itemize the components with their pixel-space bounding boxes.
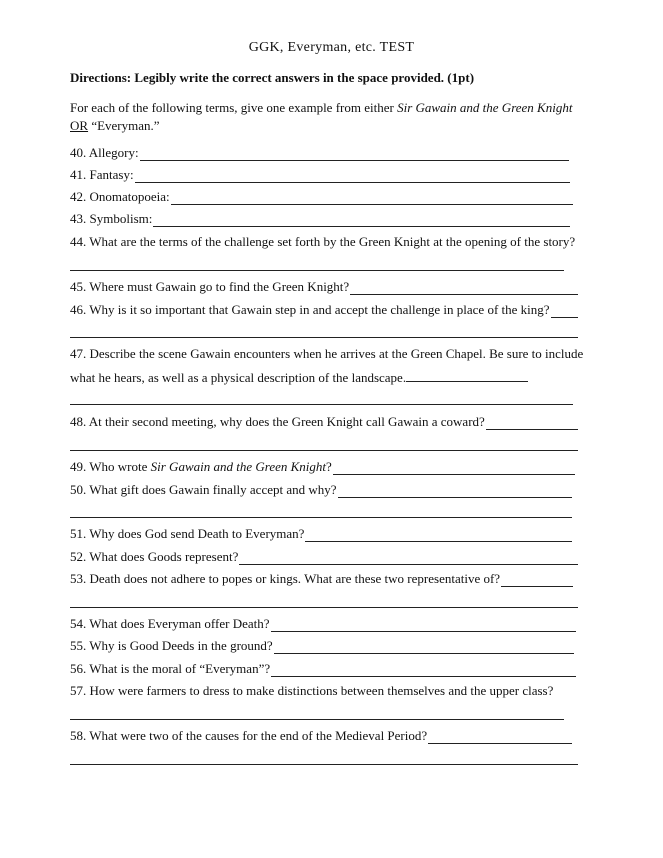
question-54-label: 54. What does Everyman offer Death?: [70, 616, 270, 631]
answer-line-50b[interactable]: [70, 517, 572, 518]
answer-line-43[interactable]: [153, 214, 570, 227]
question-49-title-italic: Sir Gawain and the Green Knight: [150, 459, 327, 474]
question-54: [70, 616, 576, 632]
question-49-text-end: ?: [326, 459, 332, 474]
answer-line-56[interactable]: [271, 664, 576, 677]
question-55-label: 55. Why is Good Deeds in the ground?: [70, 638, 273, 653]
question-48: [70, 414, 578, 430]
intro-text-end: “Everyman.”: [88, 118, 160, 133]
answer-line-58b[interactable]: [70, 764, 578, 765]
intro-paragraph: [70, 99, 600, 135]
question-42-label: 42. Onomatopoeia:: [70, 189, 170, 204]
question-43: [70, 211, 570, 227]
answer-line-42[interactable]: [171, 192, 573, 205]
question-47: [70, 342, 590, 390]
question-58: [70, 728, 572, 744]
answer-line-55[interactable]: [274, 641, 574, 654]
question-57-label: 57. How were farmers to dress to make distinctions between themselves and the upper class?: [70, 683, 554, 698]
intro-title-italic: Sir Gawain and the Green Knight: [397, 100, 573, 115]
question-50-label: 50. What gift does Gawain finally accept and why?: [70, 482, 337, 497]
answer-line-47a[interactable]: [406, 371, 528, 382]
question-44-label: 44. What are the terms of the challenge set forth by the Green Knight at the opening of the story?: [70, 234, 576, 249]
question-40-label: 40. Allegory:: [70, 145, 139, 160]
question-43-label: 43. Symbolism:: [70, 211, 153, 226]
question-53: [70, 571, 573, 587]
question-41: [70, 167, 570, 183]
intro-text-start: For each of the following terms, give one example from either: [70, 100, 398, 115]
question-55: [70, 638, 574, 654]
answer-line-51[interactable]: [305, 529, 572, 542]
answer-line-49[interactable]: [333, 462, 575, 475]
directions-text: Directions: Legibly write the correct answers in the space provided. (1pt): [70, 70, 475, 85]
question-51: [70, 526, 572, 542]
question-41-label: 41. Fantasy:: [70, 167, 134, 182]
answer-line-54[interactable]: [271, 619, 576, 632]
question-49-text-start: 49. Who wrote: [70, 459, 151, 474]
question-44: [70, 234, 590, 250]
question-49-label: [70, 459, 332, 475]
question-42: [70, 189, 573, 205]
answer-line-52[interactable]: [239, 552, 578, 565]
page-title: GGK, Everyman, etc. TEST: [248, 40, 415, 55]
question-50: [70, 482, 572, 498]
answer-line-47b[interactable]: [70, 404, 573, 405]
question-46: [70, 302, 578, 318]
question-51-label: 51. Why does God send Death to Everyman?: [70, 526, 305, 541]
question-46-label: 46. Why is it so important that Gawain step in and accept the challenge in place of the king?: [70, 302, 550, 317]
answer-line-57[interactable]: [70, 719, 564, 720]
question-52: [70, 549, 578, 565]
answer-line-48a[interactable]: [486, 417, 578, 430]
question-47-label: 47. Describe the scene Gawain encounters when he arrives at the Green Chapel. Be sure to include what he hears, as well as a physical description of the landscape.: [70, 346, 584, 385]
question-56-label: 56. What is the moral of “Everyman”?: [70, 661, 271, 676]
question-48-label: 48. At their second meeting, why does the Green Knight call Gawain a coward?: [70, 414, 485, 429]
question-49: [70, 459, 575, 475]
question-53-label: 53. Death does not adhere to popes or kings. What are these two representative of?: [70, 571, 501, 586]
question-57: [70, 683, 590, 699]
answer-line-53a[interactable]: [501, 574, 573, 587]
question-58-label: 58. What were two of the causes for the end of the Medieval Period?: [70, 728, 428, 743]
answer-line-45[interactable]: [350, 282, 578, 295]
intro-or-underlined: OR: [70, 118, 89, 133]
answer-line-58a[interactable]: [428, 731, 572, 744]
answer-line-48b[interactable]: [70, 450, 578, 451]
answer-line-46b[interactable]: [70, 337, 578, 338]
answer-line-40[interactable]: [140, 148, 569, 161]
question-45-label: 45. Where must Gawain go to find the Green Knight?: [70, 279, 350, 294]
answer-line-50a[interactable]: [338, 485, 572, 498]
answer-line-44[interactable]: [70, 270, 564, 271]
answer-line-46a[interactable]: [551, 305, 578, 318]
question-40: [70, 145, 569, 161]
answer-line-53b[interactable]: [70, 607, 578, 608]
answer-line-41[interactable]: [135, 170, 570, 183]
question-45: [70, 279, 578, 295]
question-56: [70, 661, 576, 677]
question-52-label: 52. What does Goods represent?: [70, 549, 239, 564]
